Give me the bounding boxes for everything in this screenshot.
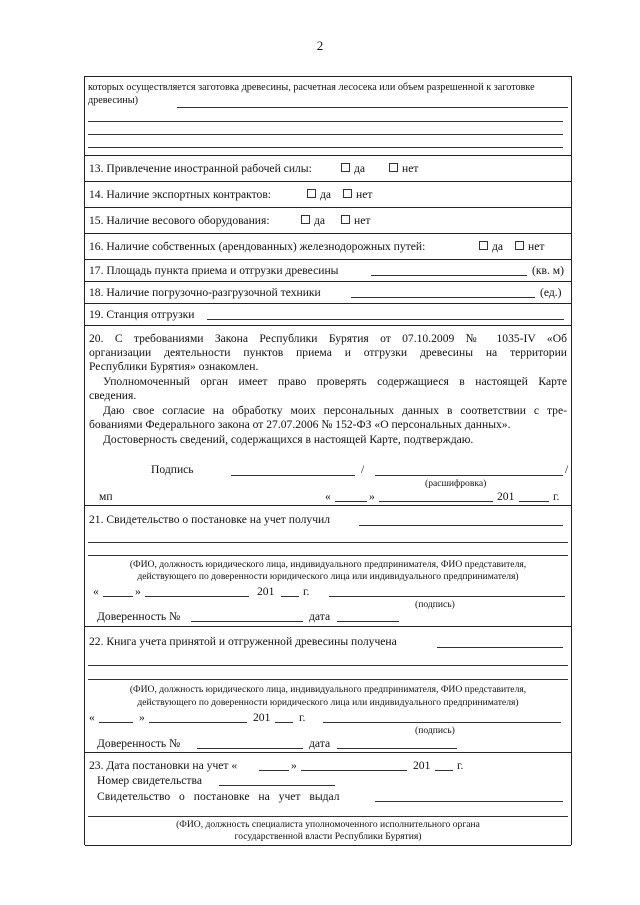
s18-equipment-input-line[interactable]: [351, 297, 535, 298]
section-21: [85, 506, 571, 627]
s21-date-label: дата: [309, 610, 331, 623]
s20-decoding-note: (расшифровка): [425, 478, 487, 489]
s20-quote-open: «: [325, 490, 331, 503]
s20-text-line1: 20. С требованиями Закона Республики Бурятия от 07.10.2009 № 1035-IV «Об: [89, 332, 567, 345]
s21-power-input-line[interactable]: [191, 621, 303, 622]
s13-yes-option[interactable]: [341, 162, 365, 176]
s23-issued-label: Свидетельство о постановке на учет выдал: [97, 790, 340, 803]
s12-input-line[interactable]: [177, 107, 568, 108]
s19-station-input-line[interactable]: [207, 319, 564, 320]
s22-signature-input-line[interactable]: [323, 722, 561, 723]
checkbox-icon[interactable]: [389, 163, 398, 172]
s22-recipient-input-line[interactable]: [88, 665, 568, 666]
s22-date-input-line[interactable]: [337, 748, 457, 749]
s20-text-line3: Республики Бурятия» ознакомлен.: [89, 360, 259, 373]
s22-note-line1: (ФИО, должность юридического лица, индивидуального предпринимателя, ФИО представителя,: [129, 684, 527, 695]
s17-area-input-line[interactable]: [371, 275, 527, 276]
s13-yes-label: да: [354, 162, 366, 175]
checkbox-icon[interactable]: [301, 215, 310, 224]
s21-recipient-input-line[interactable]: [88, 555, 568, 556]
s16-label: 16. Наличие собственных (арендованных) железнодорожных путей:: [89, 240, 426, 253]
s15-no-option[interactable]: [341, 214, 370, 228]
s19-label: 19. Станция отгрузки: [89, 308, 195, 321]
s20-year-input-line[interactable]: [519, 501, 549, 502]
s20-text-line8: Достоверность сведений, содержащихся в настоящей Карте, подтверждаю.: [103, 433, 474, 446]
s23-issued-input-line[interactable]: [375, 801, 563, 802]
s17-unit: (кв. м): [532, 264, 564, 277]
s12-input-line[interactable]: [88, 147, 563, 148]
s12-text-line1: которых осуществляется заготовка древесины, расчетная лесосека или объем разрешенной к заготовке: [88, 82, 535, 93]
s21-signature-input-line[interactable]: [329, 596, 565, 597]
s21-day-input-line[interactable]: [103, 596, 133, 597]
s22-year-input-line[interactable]: [275, 722, 293, 723]
s12-text-line2: древесины): [88, 95, 138, 106]
s13-no-label: нет: [402, 162, 419, 175]
s23-note-line1: (ФИО, должность специалиста уполномоченного исполнительного органа: [176, 819, 480, 830]
s14-label: 14. Наличие экспортных контрактов:: [89, 188, 272, 201]
s15-yes-option[interactable]: [301, 214, 325, 228]
s20-month-input-line[interactable]: [379, 501, 493, 502]
s21-note-line1: (ФИО, должность юридического лица, индивидуального предпринимателя, ФИО представителя,: [129, 559, 527, 570]
s22-quote-open: «: [89, 711, 95, 724]
s21-date-input-line[interactable]: [337, 621, 399, 622]
s15-label: 15. Наличие весового оборудования:: [89, 214, 270, 227]
s22-year-prefix: 201: [253, 711, 271, 724]
s20-slash: /: [361, 463, 365, 476]
s20-year-prefix: 201: [497, 490, 515, 503]
s23-issued-input-line[interactable]: [88, 816, 568, 817]
s20-signature-input-line[interactable]: [231, 475, 355, 476]
s23-number-label: Номер свидетельства: [97, 774, 202, 787]
s17-label: 17. Площадь пункта приема и отгрузки древесины: [89, 264, 339, 277]
s12-input-line[interactable]: [88, 134, 563, 135]
s21-year-input-line[interactable]: [281, 596, 299, 597]
section-16: [85, 234, 571, 260]
s22-recipient-input-line[interactable]: [88, 679, 568, 680]
s23-year-prefix: 201: [413, 759, 431, 772]
s21-recipient-input-line[interactable]: [359, 525, 563, 526]
section-23: [85, 753, 571, 846]
s22-note-line2: действующего по доверенности юридического лица или индивидуального предпринимателя): [137, 697, 519, 708]
s16-yes-option[interactable]: [479, 240, 503, 254]
s21-quote-close: »: [135, 585, 141, 598]
checkbox-icon[interactable]: [307, 189, 316, 198]
page-number: 2: [316, 38, 324, 53]
s22-recipient-input-line[interactable]: [437, 647, 563, 648]
section-20: [85, 326, 571, 506]
s23-quote-close: »: [291, 759, 297, 772]
s15-no-label: нет: [354, 214, 371, 227]
checkbox-icon[interactable]: [479, 241, 488, 250]
s20-signature-label: Подпись: [151, 463, 194, 476]
section-15: [85, 208, 571, 234]
s16-yes-label: да: [492, 240, 504, 253]
s21-quote-open: «: [93, 585, 99, 598]
s14-no-label: нет: [356, 188, 373, 201]
s20-year-suffix: г.: [553, 490, 560, 503]
section-17: [85, 260, 571, 282]
s23-day-input-line[interactable]: [259, 770, 289, 771]
s14-no-option[interactable]: [343, 188, 372, 202]
section-19: [85, 304, 571, 326]
s22-month-input-line[interactable]: [149, 722, 247, 723]
s20-text-line4: Уполномоченный орган имеет право проверять содержащиеся в настоящей Карте: [103, 375, 567, 388]
section-13: [85, 156, 571, 182]
s14-yes-label: да: [320, 188, 332, 201]
registration-card-form: [84, 76, 572, 845]
s23-number-input-line[interactable]: [219, 785, 335, 786]
section-18: [85, 282, 571, 304]
s21-note-line2: действующего по доверенности юридического лица или индивидуального предпринимателя): [137, 571, 519, 582]
s20-mp-label: мп: [99, 490, 113, 503]
s21-power-label: Доверенность №: [97, 610, 181, 623]
s23-year-input-line[interactable]: [435, 770, 453, 771]
s20-decoding-input-line[interactable]: [375, 475, 563, 476]
section-22: [85, 627, 571, 753]
section-12: [85, 77, 571, 156]
s20-text-line5: сведения.: [89, 389, 137, 402]
s22-label: 22. Книга учета принятой и отгруженной древесины получена: [89, 635, 397, 648]
s23-month-input-line[interactable]: [301, 770, 407, 771]
s20-quote-close: »: [369, 490, 375, 503]
s14-yes-option[interactable]: [307, 188, 331, 202]
s20-slash: /: [565, 463, 569, 476]
checkbox-icon[interactable]: [343, 189, 352, 198]
s21-year-suffix: г.: [303, 585, 310, 598]
s20-text-line2: организации деятельности пунктов приема и отгрузки древесины на территории: [89, 346, 567, 359]
s23-note-line2: государственной власти Республики Бурятия): [234, 831, 422, 842]
s20-text-line7: бованиями Федерального закона от 27.07.2006 № 152-ФЗ «О персональных данных».: [89, 418, 511, 431]
s16-no-option[interactable]: [515, 240, 544, 254]
s22-power-input-line[interactable]: [197, 748, 303, 749]
s21-month-input-line[interactable]: [145, 596, 249, 597]
s20-day-input-line[interactable]: [335, 501, 367, 502]
s20-text-line6: Даю свое согласие на обработку моих персональных данных в соответствии с тре-: [103, 404, 567, 417]
s22-signature-note: (подпись): [415, 725, 455, 736]
s21-year-prefix: 201: [257, 585, 275, 598]
s13-no-option[interactable]: [389, 162, 418, 176]
s13-label: 13. Привлечение иностранной рабочей силы:: [89, 162, 312, 175]
s23-label: 23. Дата постановки на учет «: [89, 759, 238, 772]
s22-year-suffix: г.: [299, 711, 306, 724]
checkbox-icon[interactable]: [515, 241, 524, 250]
checkbox-icon[interactable]: [341, 163, 350, 172]
s16-no-label: нет: [528, 240, 545, 253]
s23-year-suffix: г.: [457, 759, 464, 772]
s22-quote-close: »: [139, 711, 145, 724]
s21-recipient-input-line[interactable]: [88, 542, 568, 543]
s22-date-label: дата: [309, 737, 331, 750]
section-14: [85, 182, 571, 208]
s15-yes-label: да: [314, 214, 326, 227]
s18-label: 18. Наличие погрузочно-разгрузочной техники: [89, 286, 321, 299]
s22-day-input-line[interactable]: [99, 722, 133, 723]
s18-unit: (ед.): [540, 286, 562, 299]
s22-power-label: Доверенность №: [97, 737, 181, 750]
s21-signature-note: (подпись): [415, 599, 455, 610]
s21-label: 21. Свидетельство о постановке на учет получил: [89, 513, 331, 526]
checkbox-icon[interactable]: [341, 215, 350, 224]
s12-input-line[interactable]: [88, 121, 563, 122]
